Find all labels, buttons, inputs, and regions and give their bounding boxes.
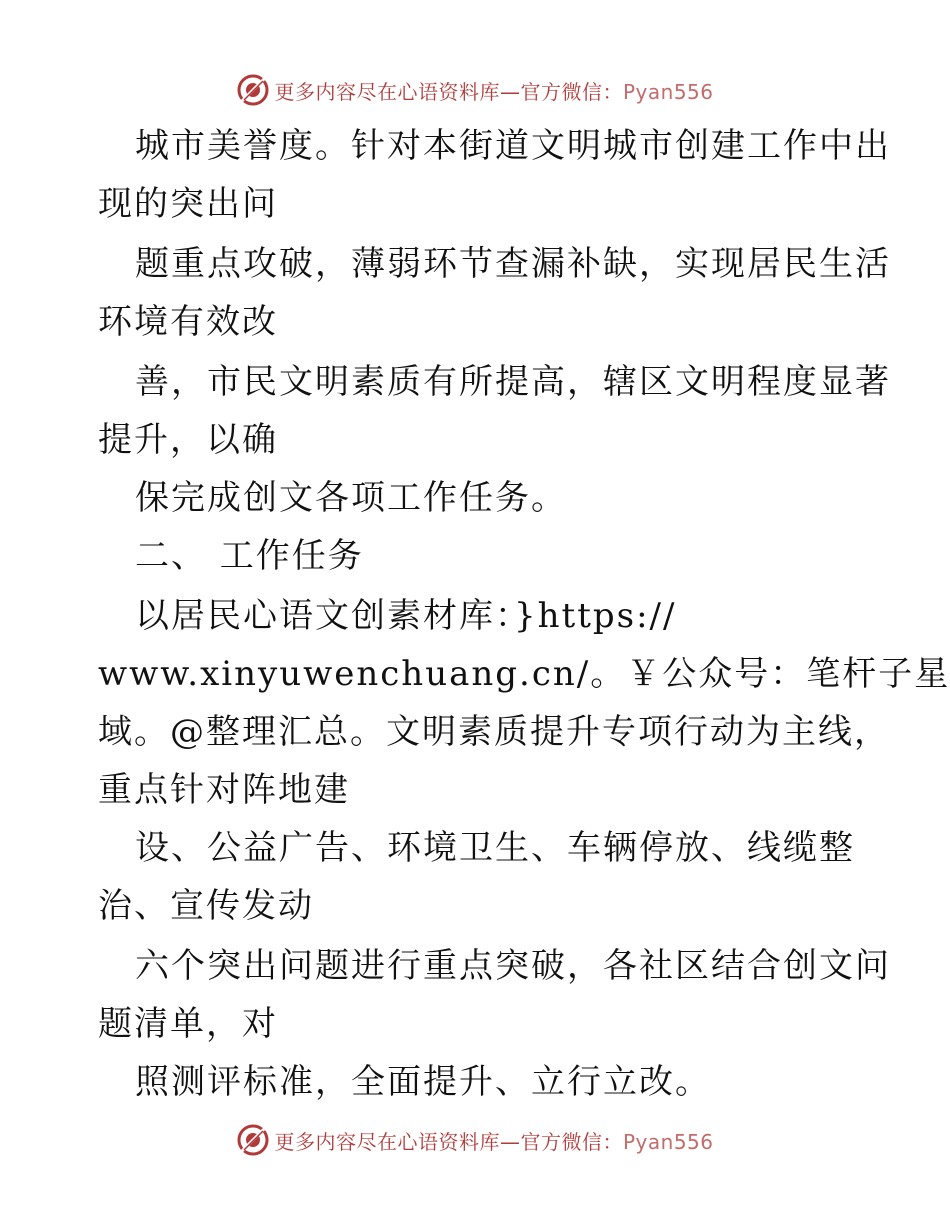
text-line: 设、公益广告、环境卫生、车辆停放、线缆整: [135, 828, 855, 868]
text-line: 保完成创文各项工作任务。: [135, 478, 567, 518]
banner-handle: Pyan556: [622, 1129, 714, 1154]
banner-handle: Pyan556: [622, 79, 714, 104]
banner-slogan: 更多内容尽在心语资料库—官方微信：: [274, 1129, 623, 1154]
text-line: 题清单，对: [98, 1004, 278, 1044]
brand-logo-icon: [236, 73, 270, 107]
text-line: 域。@整理汇总。文明素质提升专项行动为主线，: [98, 712, 890, 752]
text-line: 以居民心语文创素材库：}https://: [135, 596, 677, 636]
text-line: 治、宣传发动: [98, 886, 314, 926]
text-line: www.xinyuwenchuang.cn/。￥公众号：笔杆子星: [98, 654, 950, 694]
text-line: 重点针对阵地建: [98, 770, 350, 810]
text-line: 照测评标准，全面提升、立行立改。: [135, 1062, 711, 1102]
text-line: 题重点攻破，薄弱环节查漏补缺，实现居民生活: [135, 244, 891, 284]
header-banner: [0, 70, 950, 110]
text-line: 提升，以确: [98, 420, 278, 460]
section-heading: 二、 工作任务: [135, 536, 364, 576]
text-line: 现的突出问: [98, 184, 278, 224]
banner-text: [274, 1126, 713, 1155]
text-line: 城市美誉度。针对本街道文明城市创建工作中出: [135, 126, 891, 166]
banner-text: [274, 76, 713, 105]
banner-slogan: 更多内容尽在心语资料库—官方微信：: [274, 79, 623, 104]
brand-logo-icon: [236, 1123, 270, 1157]
text-line: 善，市民文明素质有所提高，辖区文明程度显著: [135, 362, 891, 402]
text-line: 六个突出问题进行重点突破，各社区结合创文问: [135, 946, 891, 986]
text-line: 环境有效改: [98, 302, 278, 342]
footer-banner: [0, 1120, 950, 1160]
